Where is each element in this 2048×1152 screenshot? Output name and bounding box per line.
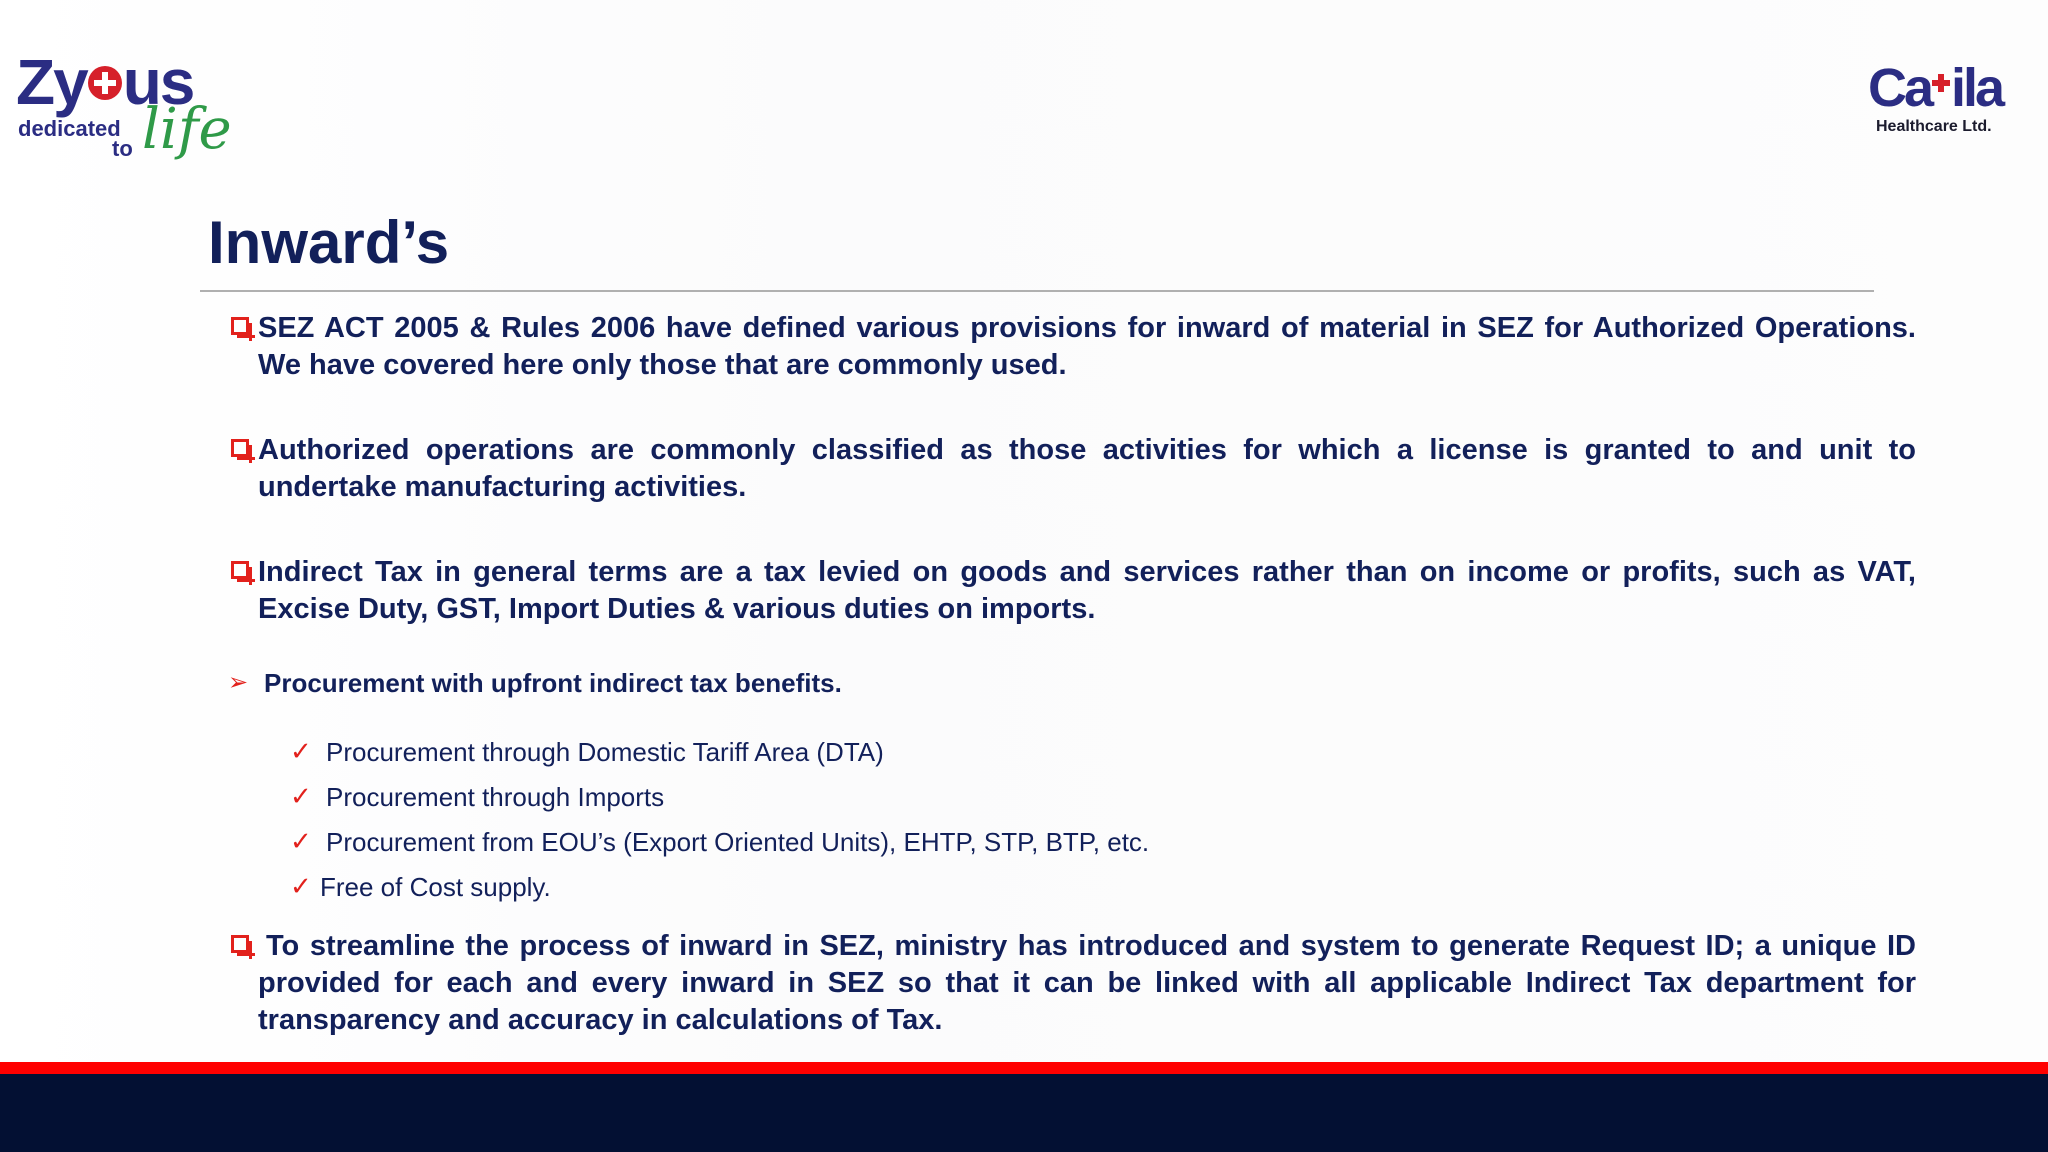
- zydus-tagline-life: life: [142, 97, 232, 162]
- check-list: [228, 730, 1916, 910]
- bullet-text: SEZ ACT 2005 & Rules 2006 have defined various provisions for inward of material in SEZ for Authorized Operations. We have covered here only those that are commonly used.: [258, 312, 1916, 381]
- sub-heading-text: Procurement with upfront indirect tax benefits.: [264, 668, 842, 698]
- footer-bar: [0, 1074, 2048, 1152]
- checkmark-icon: ✓: [290, 826, 312, 856]
- arrowhead-icon: ➢: [228, 669, 249, 696]
- square-checkbox-icon: [231, 439, 249, 457]
- bullet-item: [228, 432, 1916, 506]
- check-text: Procurement through Domestic Tariff Area (DTA): [326, 737, 884, 767]
- zydus-tagline-to: to: [112, 136, 133, 161]
- check-text: Procurement through Imports: [326, 782, 665, 812]
- medical-cross-icon: [1932, 74, 1950, 92]
- zydus-tagline-dedicated: dedicated: [18, 116, 121, 141]
- title-divider: [200, 290, 1874, 292]
- check-text: Free of Cost supply.: [320, 872, 551, 902]
- bullet-text: Indirect Tax in general terms are a tax levied on goods and services rather than on income or profits, such as VAT, Excise Duty, GST, Import Duties & various duties on imports.: [258, 556, 1916, 625]
- zydus-wordmark: Zy us: [16, 46, 194, 118]
- slide-content: [228, 310, 1916, 1039]
- square-checkbox-icon: [231, 317, 249, 335]
- checkmark-icon: ✓: [290, 736, 312, 766]
- check-item: [290, 730, 1916, 775]
- sub-heading: [228, 666, 1916, 700]
- bullet-item: [228, 310, 1916, 384]
- slide-title: Inward’s: [208, 209, 450, 276]
- cadila-wordmark: Ca ila: [1868, 58, 2003, 118]
- zydus-logo: [16, 46, 232, 180]
- footer-red-stripe: [0, 1062, 2048, 1074]
- check-text: Procurement from EOU’s (Export Oriented Units), EHTP, STP, BTP, etc.: [326, 827, 1150, 857]
- square-checkbox-icon: [231, 935, 249, 953]
- cadila-logo: [1868, 58, 2018, 148]
- medical-cross-icon: [88, 66, 122, 100]
- check-item: [290, 775, 1916, 820]
- bullet-text: Authorized operations are commonly classified as those activities for which a license is granted to and unit to undertake manufacturing activities.: [258, 434, 1916, 503]
- bullet-text: To streamline the process of inward in SEZ, ministry has introduced and system to generate Request ID; a unique ID provided for each and every inward in SEZ so that it can be linked with all applicable Indirect Tax department for transparency and accuracy in calculations of Tax.: [258, 930, 1916, 1036]
- check-item: [290, 865, 1916, 910]
- bullet-item: [228, 554, 1916, 628]
- checkmark-icon: ✓: [290, 871, 312, 901]
- bullet-item: [228, 928, 1916, 1039]
- cadila-subtitle: Healthcare Ltd.: [1876, 118, 1992, 135]
- checkmark-icon: ✓: [290, 781, 312, 811]
- square-checkbox-icon: [231, 561, 249, 579]
- check-item: [290, 820, 1916, 865]
